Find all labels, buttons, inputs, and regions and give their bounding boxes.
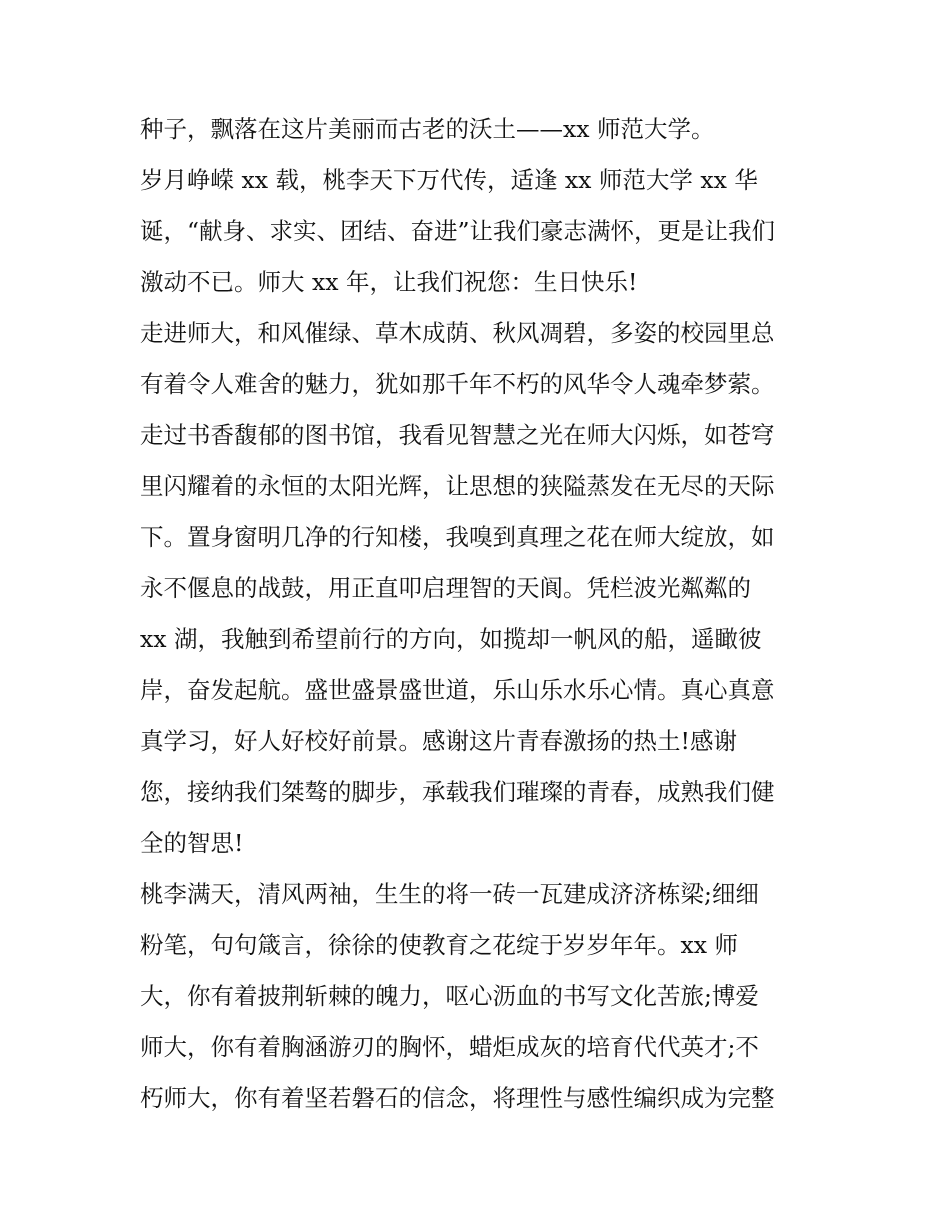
text-line: 走进师大，和风催绿、草木成荫、秋风凋碧，多姿的校园里总 [140,319,775,347]
text-line: 诞，“献身、求实、团结、奋进”让我们豪志满怀，更是让我们 [140,217,776,245]
text-line: 岁月峥嵘 xx 载，桃李天下万代传，适逢 xx 师范大学 xx 华 [140,166,758,194]
document-body [140,104,820,1124]
text-line: 永不偃息的战鼓，用正直叩启理智的天阆。凭栏波光粼粼的 [140,574,751,602]
text-line: 师大，你有着胸涵游刃的胸怀，蜡炬成灰的培育代代英才;不 [140,1033,759,1061]
text-line: 您，接纳我们桀骜的脚步，承载我们璀璨的青春，成熟我们健 [140,778,775,806]
text-line: 激动不已。师大 xx 年，让我们祝您：生日快乐! [140,268,638,296]
text-line: 有着令人难舍的魅力，犹如那千年不朽的风华令人魂牵梦萦。 [140,370,775,398]
text-line: 下。置身窗明几净的行知楼，我嗅到真理之花在师大绽放，如 [140,523,775,551]
text-line: 岸，奋发起航。盛世盛景盛世道，乐山乐水乐心情。真心真意 [140,676,775,704]
text-line: 种子，飘落在这片美丽而古老的沃土——xx 师范大学。 [140,115,715,143]
text-line: 真学习，好人好校好前景。感谢这片青春激扬的热土!感谢 [140,727,737,755]
text-line: 全的智思! [140,829,244,857]
text-line: 朽师大，你有着坚若磐石的信念，将理性与感性编织成为完整 [140,1084,775,1112]
text-line: xx 湖，我触到希望前行的方向，如揽却一帆风的船，遥瞰彼 [140,625,762,653]
text-line: 大，你有着披荆斩棘的魄力，呕心沥血的书写文化苦旅;博爱 [140,982,759,1010]
text-line: 里闪耀着的永恒的太阳光辉，让思想的狭隘蒸发在无尽的天际 [140,472,775,500]
text-line: 走过书香馥郁的图书馆，我看见智慧之光在师大闪烁，如苍穹 [140,421,775,449]
text-line: 粉笔，句句箴言，徐徐的使教育之花绽于岁岁年年。xx 师 [140,931,738,959]
text-line: 桃李满天，清风两袖，生生的将一砖一瓦建成济济栋梁;细细 [140,880,759,908]
